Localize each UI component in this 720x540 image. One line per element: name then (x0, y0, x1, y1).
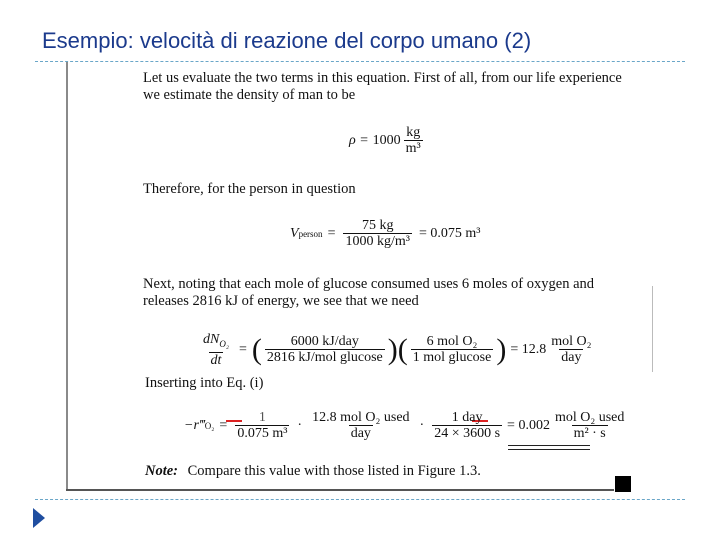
rate-fraction-2 (411, 334, 494, 365)
rate-lhs-den: dt (210, 352, 222, 368)
rate-unit-num: mol O₂ (551, 334, 592, 350)
inserting-line: Inserting into Eq. (i) (145, 375, 264, 391)
final-fraction-2 (310, 410, 411, 441)
final-f3-num: 1 day (451, 410, 483, 425)
volume-lhs: V (290, 225, 299, 241)
note-line (145, 463, 481, 480)
density-unit-den: m³ (405, 141, 421, 156)
volume-equation (290, 218, 480, 249)
top-divider (35, 61, 685, 62)
rate-lhs-sub: O₂ (219, 338, 229, 349)
final-f1-num: 1 (258, 410, 266, 425)
final-fraction-1 (235, 410, 289, 441)
volume-den: 1000 kg/m³ (345, 234, 410, 249)
rate-lhs (201, 332, 231, 368)
volume-lhs-sub: person (298, 228, 323, 239)
scan-right-border (652, 286, 653, 372)
rate-unit-den: day (561, 350, 582, 366)
volume-fraction (343, 218, 411, 249)
final-f2-num: 12.8 mol O₂ used (312, 410, 410, 425)
next-line-1: Next, noting that each mole of glucose consumed uses 6 moles of oxygen and (143, 276, 595, 292)
rate-f1-num: 6000 kJ/day (290, 334, 359, 350)
triangle-right-icon[interactable] (33, 508, 45, 528)
final-lhs: −r‴ (184, 417, 205, 433)
intro-line-2: we estimate the density of man to be (143, 87, 356, 103)
density-value: 1000 (372, 132, 401, 148)
final-unit (553, 410, 626, 441)
rate-lhs-num: dN (203, 332, 220, 347)
final-dot-1: · (297, 417, 303, 433)
rate-fraction-1 (265, 334, 385, 365)
note-label: Note: (145, 463, 179, 479)
final-result: = 0.002 (507, 417, 550, 433)
intro-line-1: Let us evaluate the two terms in this equation. First of all, from our life experience (143, 70, 622, 86)
end-of-example-square-icon (615, 476, 631, 492)
slide-title: Esempio: velocità di reazione del corpo umano (2) (42, 28, 532, 53)
therefore-line: Therefore, for the person in question (143, 181, 356, 197)
final-lhs-sub: O₂ (204, 420, 215, 431)
volume-eq: = (327, 225, 336, 241)
scan-left-border (66, 62, 68, 490)
volume-num: 75 kg (361, 218, 394, 233)
final-f3-den: 24 × 3600 s (434, 426, 501, 441)
bottom-divider (35, 499, 685, 500)
density-unit-num: kg (406, 125, 421, 140)
rate-f1-den: 2816 kJ/mol glucose (266, 350, 383, 366)
rate-result: = 12.8 (510, 341, 547, 357)
final-dot-2: · (419, 417, 425, 433)
rate-unit (549, 334, 593, 365)
underline-2 (508, 449, 590, 450)
rate-equation: $\frac{dN_{O_2}}{dt}$ = ( $\frac{\text{6000 kJ/day}}{\text{2816 kJ/mol glucose}}$ ) ( $\frac{\text{6 mol O₂}}{\text{1 mol glucose}}$ ) = 12.8 $\frac{\text{mol O₂}}{\text{day}}$ (203, 332, 592, 368)
scan-bottom-border (66, 489, 614, 491)
final-eq: = (219, 417, 228, 433)
density-lhs: ρ = (349, 132, 369, 148)
rate-eq: = (238, 341, 247, 357)
density-equation (349, 125, 426, 156)
final-fraction-3 (432, 410, 502, 441)
rate-f2-den: 1 mol glucose (412, 350, 492, 366)
density-unit (404, 125, 423, 156)
underline-1 (508, 445, 590, 446)
note-text: Compare this value with those listed in Figure 1.3. (187, 463, 481, 479)
rate-f2-num: 6 mol O₂ (426, 334, 478, 350)
final-equation (184, 410, 629, 441)
next-line-2: releases 2816 kJ of energy, we see that we need (143, 293, 419, 309)
final-unit-num: mol O₂ used (554, 410, 625, 425)
final-unit-den: m² · s (573, 426, 606, 441)
final-f2-den: day (350, 426, 371, 441)
final-f1-den: 0.075 m³ (237, 426, 288, 441)
volume-result: = 0.075 m³ (418, 225, 481, 241)
